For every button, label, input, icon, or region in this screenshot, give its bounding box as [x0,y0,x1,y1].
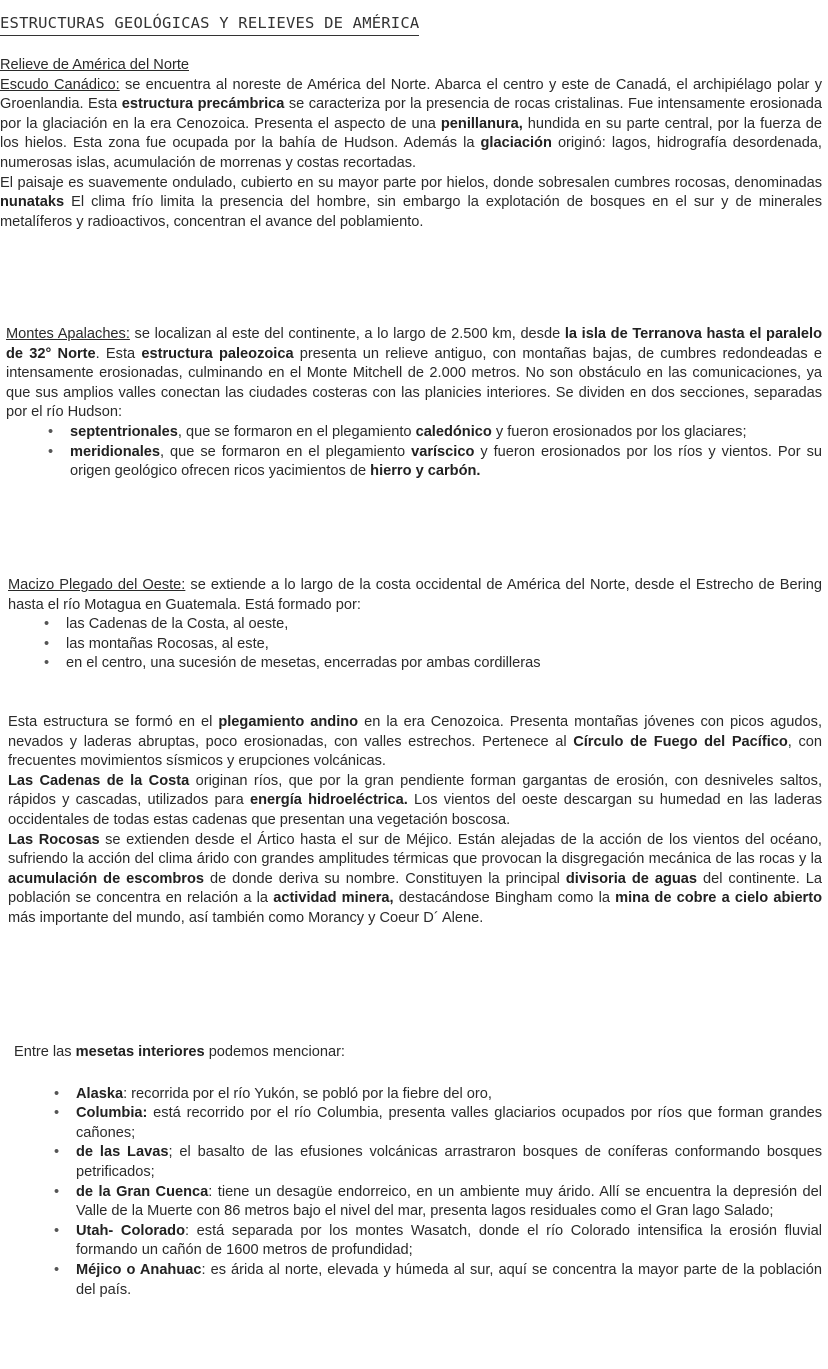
macizo-section [8,576,822,674]
escudo-paragraph-2: El paisaje es suavemente ondulado, cubierto en su mayor parte por hielos, donde sobresalen cumbres rocosas, denominadas nunataks El clima frío limita la presencia del hombre, sin embargo la explotación de bosques en el sur y de minerales metalíferos y radioactivos, concentran el avance del poblamiento. [0,174,822,230]
apalaches-paragraph: Montes Apalaches: se localizan al este del continente, a lo largo de 2.500 km, desde la isla de Terranova hasta el paralelo de 32° Norte. Esta estructura paleozoica presenta un relieve antiguo, con montañas bajas, de cumbres redondeadas e intensamente erosionadas, culminando en el Monte Mitchell de 2.000 metros. No son obstáculo en las comunicaciones, ya que sus amplios valles conectan las ciudades costeras con las planicies interiores. Se dividen en dos secciones, separadas por el río Hudson: [6,326,823,421]
bullet-icon: • [44,635,50,652]
escudo-section [0,56,822,232]
bullet-icon: • [44,616,50,633]
list-item: • Columbia: está recorrido por el río Columbia, presenta valles glaciarios ocupados por ríos que forman grandes cañones; [54,1105,822,1141]
escudo-paragraph: Escudo Canádico: se encuentra al noreste de América del Norte. Abarca el centro y este de Canadá, el archipiélago polar y Groenlandia. Esta estructura precámbrica se caracteriza por la presencia de rocas cristalinas. Fue intensamente erosionada por la glaciación en la era Cenozoica. Presenta el aspecto de una penillanura, hundida en su parte central, por la fuerza de los hielos. Esta zona fue ocupada por la bahía de Hudson. Además la glaciación originó: lagos, hidrografía desordenada, numerosas islas, acumulación de morrenas y costas recortadas. [0,76,822,171]
bullet-icon: • [54,1105,60,1122]
list-item: • Méjico o Anahuac: es árida al norte, elevada y húmeda al sur, aquí se concentra la mayor parte de la población del país. [54,1261,822,1298]
apalaches-label: Montes Apalaches: [6,326,130,342]
bullet-icon: • [48,443,54,460]
document-title: ESTRUCTURAS GEOLÓGICAS Y RELIEVES DE AMÉRICA [0,14,419,36]
escudo-label: Escudo Canádico: [0,76,120,93]
bullet-icon: • [48,423,54,440]
andino-paragraph: Esta estructura se formó en el plegamiento andino en la era Cenozoica. Presenta montañas jóvenes con picos agudos, nevados y laderas abruptas, poco erosionadas, con valles estrechos. Pertenece al Círculo de Fuego del Pacífico, con frecuentes movimientos sísmicos y erupciones volcánicas. [8,714,823,770]
list-item: • las montañas Rocosas, al este, [66,635,822,655]
bullet-icon: • [54,1144,60,1161]
list-item: • septentrionales, que se formaron en el plegamiento caledónico y fueron erosionados por los glaciares; [70,423,822,443]
list-item: • de la Gran Cuenca: tiene un desagüe endorreico, en un ambiente muy árido. Allí se encuentra la depresión del Valle de la Muerte con 86 metros bajo el nivel del mar, presenta lagos residuales como el Gran lago Salado; [54,1183,822,1220]
mesetas-intro: Entre las mesetas interiores podemos mencionar: [14,1044,345,1060]
andino-section [8,713,822,929]
mesetas-list [14,1085,822,1301]
section-heading: Relieve de América del Norte [0,57,189,73]
rocosas-paragraph: Las Rocosas se extienden desde el Ártico hasta el sur de Méjico. Están alejadas de la acción de los vientos del océano, sufriendo la acción del clima árido con grandes amplitudes térmicas que provocan la disgregación mecánica de las rocas y la acumulación de escombros de donde deriva su nombre. Constituyen la principal divisoria de aguas del continente. La población se concentra en relación a la actividad minera, destacándose Bingham como la mina de cobre a cielo abierto más importante del mundo, así también como Morancy y Coeur D´ Alene. [8,831,823,926]
list-item: • Utah- Colorado: está separada por los montes Wasatch, donde el río Colorado intensifica la erosión fluvial formando un cañón de 1600 metros de profundidad; [54,1222,822,1259]
apalaches-section [6,325,822,482]
list-item: • de las Lavas; el basalto de las efusiones volcánicas arrastraron bosques de coníferas conformando bosques petrificados; [54,1144,822,1180]
list-item: • meridionales, que se formaron en el plegamiento varíscico y fueron erosionados por los ríos y vientos. Por su origen geológico ofrecen ricos yacimientos de hierro y carbón. [48,443,822,480]
bullet-icon: • [54,1085,60,1102]
apalaches-list [6,423,822,482]
mesetas-section [14,1043,822,1300]
bullet-icon: • [54,1222,60,1239]
bullet-icon: • [54,1183,60,1200]
list-item: • las Cadenas de la Costa, al oeste, [66,615,822,635]
list-item: • en el centro, una sucesión de mesetas, encerradas por ambas cordilleras [66,654,822,674]
bullet-icon: • [54,1261,60,1278]
macizo-list [8,615,822,674]
macizo-paragraph: Macizo Plegado del Oeste: se extiende a lo largo de la costa occidental de América del Norte, desde el Estrecho de Bering hasta el río Motagua en Guatemala. Está formado por: [8,577,822,613]
bullet-icon: • [44,655,50,672]
list-item: • Alaska: recorrida por el río Yukón, se pobló por la fiebre del oro, [76,1085,822,1105]
cadenas-paragraph: Las Cadenas de la Costa originan ríos, que por la gran pendiente forman gargantas de erosión, con desniveles saltos, rápidos y cascadas, utilizados para energía hidroeléctrica. Los vientos del oeste descargan su humedad en las laderas occidentales de todas estas cadenas que presentan una vegetación boscosa. [8,772,823,828]
macizo-label: Macizo Plegado del Oeste: [8,577,186,593]
